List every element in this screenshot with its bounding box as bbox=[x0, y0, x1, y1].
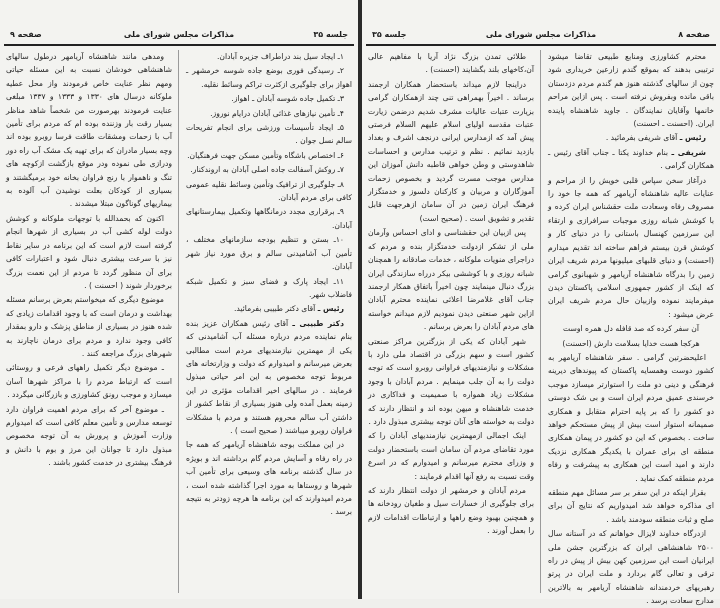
paragraph-text: ۱۰ـ بستن و تنظیم بودجه سازمانهای مختلف ، تأمین آب آشامیدنی سالم و برق مورد نیاز شهر آبادان. bbox=[186, 235, 352, 272]
paragraph bbox=[368, 50, 534, 77]
paragraph bbox=[6, 293, 172, 360]
speaker-name: رئیس ـ bbox=[679, 133, 706, 143]
speaker-name: رئیس ـ bbox=[317, 304, 344, 314]
paragraph-text: شهر آبادان که یکی از بزرگترین مراکز صنعتی کشور است و سهم بزرگی در اقتصاد ملی دارد با مشکلات و نیازمندیهای فراوانی روبرو است که توجه دولت را به آن جلب مینمایم . مردم آبادان با وجود مشکلات زیاد همواره با صمیمیت و فداکاری در خدمت شاهنشاه و میهن بوده اند و انتظار دارند که دولت به خواسته های آنان توجه بیشتری مبذول دارد . bbox=[368, 336, 534, 426]
page-number: صفحه ۹ bbox=[10, 30, 42, 39]
page-number: صفحه ۸ bbox=[678, 30, 710, 39]
paragraph-text: ازدرگاه خداوند لایزال خواهانم که در آستانه سال ۲۵۰۰ شاهنشاهی ایران که بزرگترین جشن ملی ایرانیان است این سرزمین کهن بیش از پیش در راه ترقی و تعالی گام بردارد و ملت ایران در پرتو رهبریهای خردمندانه شاهنشاه آریامهر به بالاترین مدارج سعادت برسد . bbox=[548, 529, 714, 606]
header-rule bbox=[366, 44, 716, 46]
verse-line bbox=[548, 322, 714, 335]
left-page bbox=[0, 0, 358, 599]
paragraph bbox=[186, 438, 352, 518]
paragraph-text: هرکجا هست خدایا بسلامت دارش (احسنت) bbox=[562, 338, 700, 348]
paragraph bbox=[548, 50, 714, 130]
paragraph bbox=[548, 351, 714, 485]
paragraph-text: اینک اجمالی ازمهمترین نیازمندیهای آبادان را که مورد تقاضای مردم آن سامان است باستحضار دولت و وزرای محترم میرسانم و امیدوارم که در اسرع وقت نسبت به رفع آنها اقدام فرمایند : bbox=[368, 431, 534, 481]
paragraph-text: دراینجا لازم میداند باستحضار همکاران ارجمند برساند . اخیراً بهمراهی تنی چند ازهمکاران گرامی بزیارت عتبات عالیات مشرف شدیم درضمن زیارت عتبات مقدسه اولیای اسلام علیهم السلام فرصتی پیش آمد که ازمدارس ایرانی درنجف اشرف و بغداد بازدید نمائیم . نظم و ترتیب مدارس و احساسات شاهدوستی و وطن خواهی قاطبه دانش آموزان این مدارس موجب مسرت گردید و بخصوص زحمات آموزگاران و مربیان و کارکنان دلسوز و خدمتگزار فرهنگ ایران زمین در آن سامان ازهرجهت قابل تقدیر و تشویق است . (صحیح است) bbox=[368, 79, 534, 223]
paragraph bbox=[186, 64, 352, 91]
speaker-paragraph bbox=[186, 302, 352, 315]
session-number: جلسه ۳۵ bbox=[313, 30, 348, 39]
paragraph bbox=[368, 484, 534, 538]
page-header bbox=[6, 30, 352, 43]
paragraph-text: ۲ـ رسیدگی فوری بوضع جاده شوسه خرمشهر ـ اهواز برای جلوگیری ازکثرت تراکم وسائط نقلیه. bbox=[186, 66, 352, 89]
paragraph-text: پس ازبیان این حقشناسی و ادای احساس وآرمان ملی از تشکر ازدولت خدمتگزار بنده و مردم که دراجرای منویات ملوکانه ، خدمات صادقانه را همچنان شبانه روزی و با کوششی بیکر درراه سازندگی ایران بزرگ دنبال مینمایند چون اخیراً باتفاق همکار ارجمند جناب آقای غلامرضا اعلائی نماینده محترم آبادان ازاین شهر صنعتی دیدن نمودیم لازم میدانم خواسته های مردم آبادان را بعرض برسانم . bbox=[368, 228, 534, 332]
right-page bbox=[362, 0, 720, 606]
paragraph-text: ۱ـ ایجاد سیل بند دراطراف جزیره آبادان. bbox=[217, 52, 344, 61]
speaker-paragraph bbox=[548, 146, 714, 173]
paragraph-text: ۶ـ اختصاص باشگاه وتأمین مسکن جهت فرهنگیان. bbox=[187, 150, 344, 160]
paragraph bbox=[6, 403, 172, 470]
paragraph bbox=[186, 178, 352, 205]
paragraph-text: طلائی تمدن بزرگ نژاد آریا با مفاهیم عالی آن،کاخهای بلند بگشایند (احسنت) . bbox=[368, 52, 534, 75]
paragraph-text: آقای رئیس همکاران عزیز بنده بنام نماینده مردم درباره مسئله آب آشامیدنی که یکی از مهمترین نیازمندیهای مردم است مطالبی بعرض میرسانم و امیدوارم که دولت و وزارتخانه های مربوط توجه مخصوص به این امر حیاتی مبذول فرمایند . در سالهای اخیر اقدامات مؤثری در این زمینه بعمل آمده ولی هنوز بسیاری از نقاط کشور از داشتن آب سالم محروم هستند و مردم با مشکلات فراوان روبرو میباشند ( صحیح است ) . bbox=[186, 318, 352, 435]
paragraph bbox=[186, 233, 352, 273]
paragraph-text: درآغاز سخن سپاس قلبی خویش را از مراحم و عنایات عالیه شاهنشاه آریامهر که همه جا خود را مصروف رفاه وسعادت ملت حقشناس ایران کرده و با کوشش شبانه روزی موجبات سرافرازی و ارتقاء این سرزمین کهنسال باستانی را در دنیای کار و کوشش قرن بیستم فراهم ساخته اند تقدیم میدارم (احسنت) و دنیای قلبهای میلیونها مردم شریف ایران زمین را بدرگاه شاهنشاه آریامهر و شهبانوی گرامی که اینک از کشور جمهوری اسلامی پاکستان دیدن میفرمایند نموده وازبیان حال مردم شریف ایران عرض میشود : bbox=[548, 175, 714, 319]
paragraph-text: ـ موضوع دیگر تکمیل راههای فرعی و روستائی است که ارتباط مردم را با مراکز شهرها آسان میسازد و موجب رونق کشاورزی و بازرگانی میگردد . bbox=[6, 363, 172, 400]
text-column-left bbox=[368, 50, 534, 595]
paragraph bbox=[548, 174, 714, 321]
paragraph-text: موضوع دیگری که میخواستم بعرض برسانم مسئله بهداشت و درمان است که با وجود اقدامات زیادی که شده هنوز در بسیاری از مناطق پزشک و دارو بمقدار کافی وجود ندارد و مردم برای درمان ناچارند به شهرهای بزرگ مراجعه کنند . bbox=[6, 295, 172, 358]
speaker-paragraph bbox=[186, 317, 352, 438]
paragraph bbox=[186, 50, 352, 63]
page-header bbox=[368, 30, 714, 43]
paragraph bbox=[368, 335, 534, 429]
paragraph-text: ومدهی مانند شاهنشاه آریامهر درطول سالهای شاهنشاهی خودشان نسبت به این مسئله حیاتی ومهم نظر عنایت خاص فرمودند واز محل عطیه ملوکانه درسال های ۱۳۳۰ و ۱۳۳۳ و ۱۳۳۷ مبلغی عنایت فرمودند بهرصورت من شخصاً شاهد مناظر بسیار رقت بار وزننده بوده ام که مردم برای تأمین آب با زحمات ومشقات طاقت فرسا روبرو بوده اند وچه بسیار مادران که برای تهیه یک مشک آب راه دور ودرازی طی نموده ودر موقع بازگشت ازکوچه های تنگ و ناهموار با رنج فراوان بخانه خود برمیگشتند و بسیاری از کودکان بعلت نوشیدن آب آلوده به بیماریهای گوناگون مبتلا میشدند . bbox=[6, 52, 172, 209]
text-column-right bbox=[186, 50, 352, 595]
paragraph-text: آقای شریفی بفرمائید . bbox=[605, 133, 678, 143]
paragraph bbox=[186, 149, 352, 162]
paragraph bbox=[186, 275, 352, 302]
paragraph-text: ۹ـ برقراری مجدد درمانگاهها وتکمیل بیمارستانهای آبادان. bbox=[186, 207, 352, 230]
paragraph bbox=[186, 163, 352, 176]
column-divider bbox=[178, 50, 179, 593]
paragraph-text: ۳ـ تکمیل جاده شوسه آبادان ـ اهواز. bbox=[231, 94, 344, 104]
paragraph-text: ۵ـ ایجاد تأسیسات ورزشی برای انجام تفریحات سالم نسل جوان . bbox=[186, 123, 352, 146]
paragraph bbox=[368, 429, 534, 483]
paragraph-text: ۸ـ جلوگیری از ترافیک وتأمین وسائط نقلیه عمومی کافی برای مردم آبادان. bbox=[186, 179, 352, 203]
paragraph-text: بنام خداوند یکتا ـ جناب آقای رئیس ـ همکاران گرامی . bbox=[548, 147, 714, 171]
paragraph bbox=[368, 226, 534, 333]
paragraph-text: محترم کشاورزی ومنابع طبیعی تقاضا میشود ترتیبی بدهند که بموقع گندم زارعین خریداری شود چون از سالهای گذشته هنوز هم گندم مردم دزدستان باقی مانده وبفروش نرفته است . پس ازاین مراحم خانمها وآقایان نمایندگان . جاوید شاهنشاه پاینده ایران. (احسنت ـ احسنت) bbox=[548, 52, 714, 129]
paragraph bbox=[186, 107, 352, 120]
paragraph bbox=[6, 361, 172, 401]
paragraph-text: بقرار اینکه در این سفر بر سر مسائل مهم منطقه ای مذاکره خواهد شد امیدواریم که نتایج آن برای صلح و ثبات منطقه سودمند باشد . bbox=[548, 488, 714, 524]
paragraph-text: ۷ـ روکش آسفالت جاده اصلی آبادان به اروندکنار. bbox=[190, 165, 344, 175]
paragraph bbox=[368, 78, 534, 225]
speaker-name: شریفی ـ bbox=[671, 147, 706, 157]
session-number: جلسه ۳۵ bbox=[372, 30, 407, 39]
paragraph bbox=[186, 121, 352, 148]
paragraph-text: ۴ـ تأمین نیازهای غذائی آبادان درایام نوروز. bbox=[210, 108, 344, 118]
paragraph-text: آقای دکتر طبیبی بفرمائید. bbox=[233, 304, 316, 314]
paragraph bbox=[186, 92, 352, 105]
paragraph-text: در این مملکت بوجه شاهنشاه آریامهر که همه جا در راه رفاه و آسایش مردم گام برداشته اند و بویژه در سال گذشته برنامه های وسیعی برای تأمین آب شهرها و روستاها به مورد اجرا گذاشته شده است ، مردم امیدوارند که این برنامه ها هرچه زودتر به نتیجه برسد . bbox=[186, 440, 352, 517]
speaker-name: دکتر طبیبی ـ bbox=[292, 318, 344, 328]
paragraph bbox=[6, 50, 172, 211]
paragraph-text: مردم آبادان و خرمشهر از دولت انتظار دارند که برای جلوگیری از خسارات سیل و طغیان رودخانه ها و همچنین بهبود وضع راهها و ارتباطات اقدامات لازم را بعمل آورند . bbox=[368, 486, 534, 536]
paragraph-text: اکنون که بحمدالله با توجهات ملوکانه و کوشش دولت لوله کشی آب در بسیاری از شهرها انجام گرفته است لازم است که این برنامه در سایر نقاط نیز با سرعت بیشتری دنبال شود و اعتبارات کافی برای آن منظور گردد تا مردم از این نعمت بزرگ برخوردار شوند ( احسنت ) . bbox=[6, 213, 172, 290]
text-column-left bbox=[6, 50, 172, 595]
paragraph bbox=[548, 527, 714, 607]
verse-line bbox=[548, 337, 714, 350]
paragraph-text: ـ موضوع آخر که برای مردم اهمیت فراوان دارد توسعه مدارس و تأمین معلم کافی است که امیدوارم وزارت آموزش و پرورش به آن توجه مخصوص مبذول دارد تا جوانان این مرز و بوم با دانش و فرهنگ بیشتری در خدمت کشور باشند . bbox=[6, 404, 172, 468]
header-rule bbox=[4, 44, 354, 46]
paragraph-text: اعلیحضرتین گرامی . سفر شاهنشاه آریامهر به کشور دوست وهمسایه پاکستان که پیوندهای دیرینه فرهنگی و دینی دو ملت را استوارتر میسازد موجب خرسندی عمیق مردم ایران است و بی شک دوستی دو کشور را که بر پایه احترام متقابل و همکاری صمیمانه استوار است بیش از پیش مستحکم خواهد ساخت . بخصوص که این دو کشور در پیمان همکاری منطقه ای برای عمران با یکدیگر همکاری نزدیک دارند و امید است این همکاری به پیشرفت و رفاه مردم منطقه کمک نماید . bbox=[548, 352, 714, 483]
publication-title: مذاکرات مجلس شورای ملی bbox=[123, 30, 235, 39]
column-divider bbox=[540, 50, 541, 593]
paragraph-text: آن سفر کرده که صد قافله دل همره اوست bbox=[563, 324, 699, 334]
publication-title: مذاکرات مجلس شورای ملی bbox=[485, 30, 597, 39]
paragraph bbox=[548, 486, 714, 526]
paragraph bbox=[186, 205, 352, 232]
text-column-right bbox=[548, 50, 714, 606]
paragraph-text: ۱۱ـ ایجاد پارک و فضای سبز و تکمیل شبکه فاضلاب شهر. bbox=[186, 276, 352, 299]
paragraph bbox=[6, 212, 172, 292]
speaker-paragraph bbox=[548, 131, 714, 144]
